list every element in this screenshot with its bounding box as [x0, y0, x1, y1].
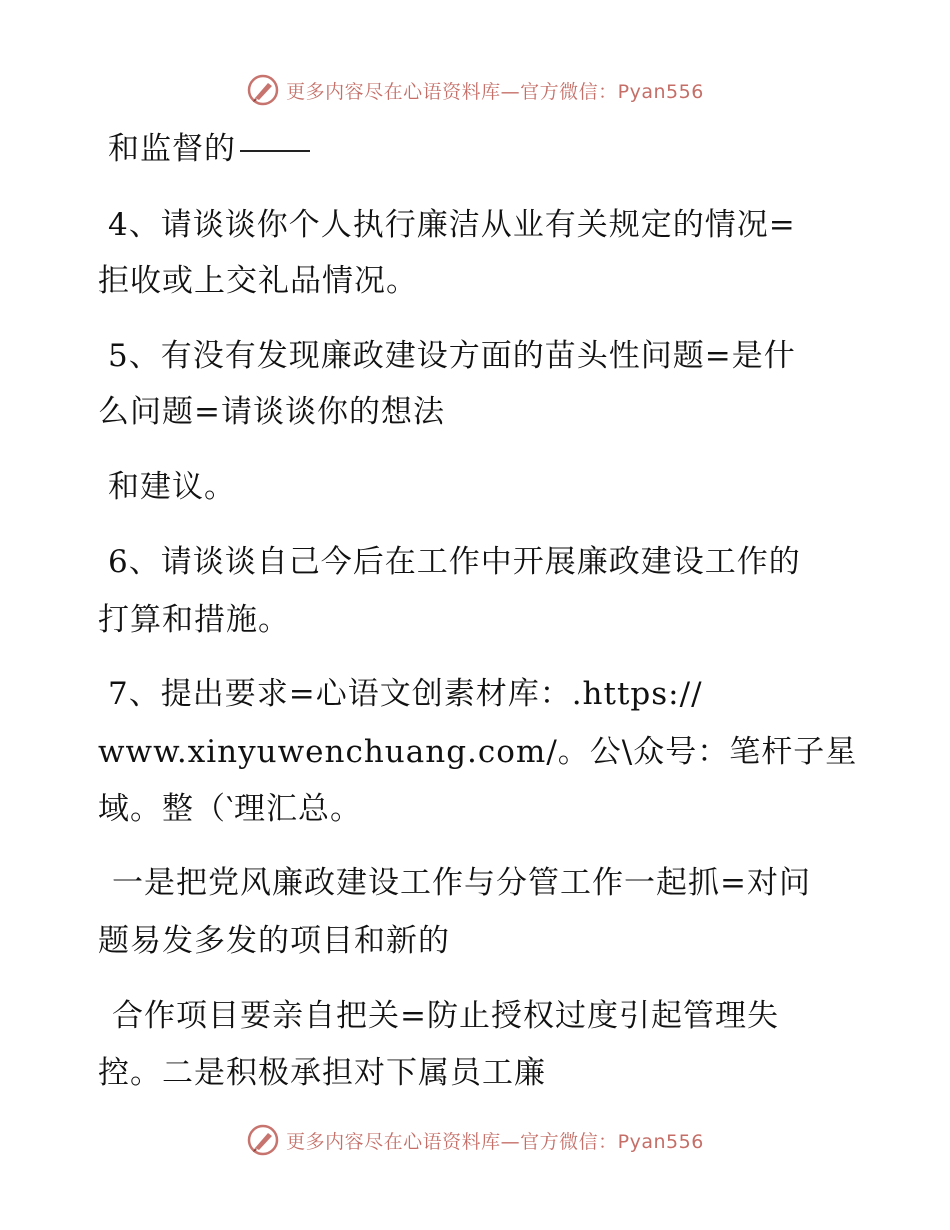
watermark-text: 更多内容尽在心语资料库—官方微信：Pyan556	[286, 1130, 704, 1153]
watermark-text: 更多内容尽在心语资料库—官方微信：Pyan556	[286, 80, 704, 103]
text-line-5: 么问题=请谈谈你的想法	[98, 394, 445, 430]
text-line-9: 7、提出要求=心语文创素材库：.https://	[108, 676, 703, 712]
text-line-3: 拒收或上交礼品情况。	[98, 263, 418, 299]
text-line-14: 合作项目要亲自把关=防止授权过度引起管理失	[112, 998, 779, 1034]
text-line-6: 和建议。	[108, 469, 236, 505]
footer-watermark	[0, 1120, 950, 1160]
text-line-4: 5、有没有发现廉政建设方面的苗头性问题=是什	[108, 338, 796, 374]
pen-logo-icon	[246, 73, 280, 107]
text-line-15: 控。二是积极承担对下属员工廉	[98, 1055, 546, 1091]
text-line-11: 域。整（‵理汇总。	[98, 791, 363, 827]
dash-rule	[240, 150, 310, 152]
text-line-10: www.xinyuwenchuang.com/。公\众号：笔杆子星	[98, 734, 858, 770]
text-line-13: 题易发多发的项目和新的	[98, 923, 450, 959]
text-line-7: 6、请谈谈自己今后在工作中开展廉政建设工作的	[108, 544, 801, 580]
pen-logo-icon	[246, 1123, 280, 1157]
text-line-8: 打算和措施。	[98, 602, 290, 638]
header-watermark	[0, 70, 950, 110]
text-line-2: 4、请谈谈你个人执行廉洁从业有关规定的情况=	[108, 207, 796, 243]
text-line-1: 和监督的	[108, 129, 310, 169]
text-line-12: 一是把党风廉政建设工作与分管工作一起抓=对问	[112, 865, 811, 901]
